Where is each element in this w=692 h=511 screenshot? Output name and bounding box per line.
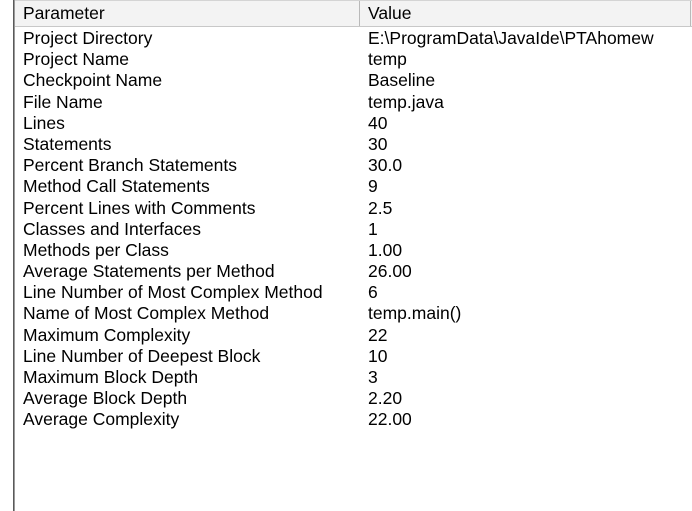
table-row[interactable] — [15, 346, 692, 367]
table-row[interactable] — [15, 240, 692, 261]
table-row[interactable] — [15, 134, 692, 155]
value-cell: 9 — [368, 176, 378, 197]
parameter-cell: Percent Branch Statements — [23, 155, 237, 176]
value-cell: temp — [368, 49, 407, 70]
column-header-parameter[interactable]: Parameter — [15, 1, 360, 26]
parameter-cell: Line Number of Deepest Block — [23, 345, 261, 366]
parameter-cell: Lines — [23, 112, 65, 133]
value-cell: Baseline — [368, 70, 436, 91]
value-cell: 10 — [368, 345, 388, 366]
value-cell: temp.java — [368, 91, 444, 112]
value-cell: 26.00 — [368, 261, 412, 282]
table-row[interactable] — [15, 113, 692, 134]
parameter-cell: Statements — [23, 133, 112, 154]
table-row[interactable] — [15, 28, 692, 49]
value-cell: 1 — [368, 218, 378, 239]
value-cell: 2.5 — [368, 197, 393, 218]
parameter-cell: Average Statements per Method — [23, 261, 275, 282]
value-cell: 22 — [368, 324, 388, 345]
table-row[interactable] — [15, 367, 692, 388]
value-cell: 30.0 — [368, 155, 403, 176]
parameter-cell: Percent Lines with Comments — [23, 197, 256, 218]
table-row[interactable] — [15, 303, 692, 324]
value-cell: 6 — [368, 282, 378, 303]
parameter-cell: Line Number of Most Complex Method — [23, 282, 323, 303]
parameter-cell: Project Directory — [23, 28, 153, 48]
table-row[interactable] — [15, 409, 692, 430]
table-row[interactable] — [15, 92, 692, 113]
value-cell: 30 — [368, 133, 388, 154]
parameter-cell: Average Block Depth — [23, 388, 188, 409]
table-row[interactable] — [15, 261, 692, 282]
value-cell: E:\ProgramData\JavaIde\PTAhomew — [368, 28, 654, 48]
parameter-cell: File Name — [23, 91, 103, 112]
table-row[interactable] — [15, 176, 692, 197]
parameter-cell: Maximum Block Depth — [23, 367, 199, 387]
table-row[interactable] — [15, 198, 692, 219]
table-row[interactable] — [15, 70, 692, 91]
table-row[interactable] — [15, 388, 692, 409]
parameter-cell: Checkpoint Name — [23, 70, 163, 91]
parameter-cell: Classes and Interfaces — [23, 218, 202, 239]
parameter-cell: Name of Most Complex Method — [23, 303, 270, 324]
table-body — [15, 27, 692, 431]
column-header-value[interactable]: Value — [360, 1, 691, 26]
value-cell: 3 — [368, 367, 378, 387]
parameter-cell: Method Call Statements — [23, 176, 210, 197]
table-row[interactable] — [15, 325, 692, 346]
table-row[interactable] — [15, 49, 692, 70]
value-cell: 1.00 — [368, 239, 403, 260]
parameter-cell: Methods per Class — [23, 239, 169, 260]
value-cell: 40 — [368, 112, 388, 133]
value-cell: 2.20 — [368, 388, 403, 409]
table-row[interactable] — [15, 282, 692, 303]
parameter-cell: Average Complexity — [23, 409, 180, 430]
value-cell: temp.main() — [368, 303, 462, 324]
table-header — [15, 0, 692, 27]
value-cell: 22.00 — [368, 409, 412, 430]
parameter-cell: Maximum Complexity — [23, 324, 191, 345]
table-row[interactable] — [15, 155, 692, 176]
table-row[interactable] — [15, 219, 692, 240]
metrics-table — [15, 0, 692, 431]
parameter-cell: Project Name — [23, 49, 130, 70]
